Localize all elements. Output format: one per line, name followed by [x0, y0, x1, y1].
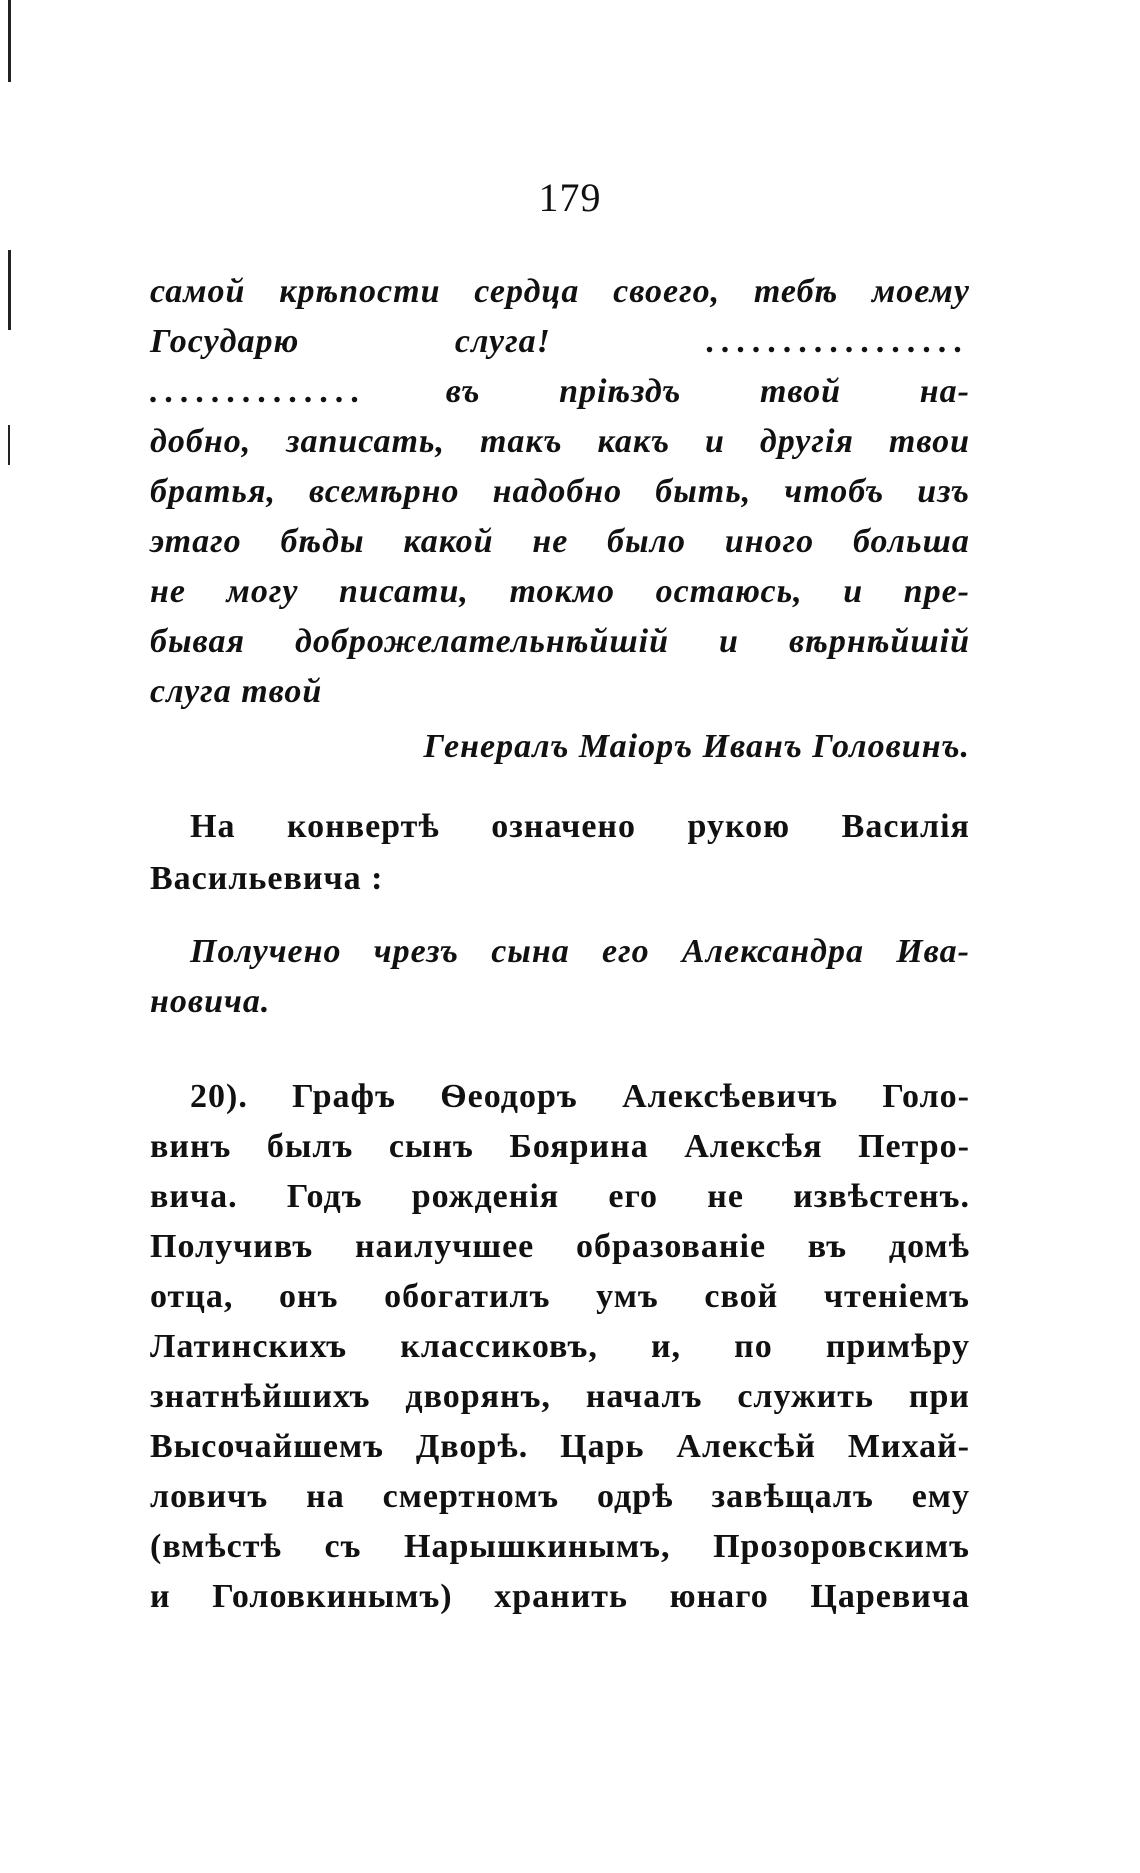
word: Голо- [882, 1078, 970, 1115]
word: 20). [190, 1078, 248, 1115]
word: завѣщалъ [711, 1478, 874, 1515]
word: былъ [266, 1128, 354, 1165]
text-line [150, 1080, 970, 1114]
word: изъ [917, 473, 970, 510]
word: на- [919, 373, 970, 410]
word: бѣды [280, 523, 365, 560]
word: этаго [150, 523, 242, 560]
word: Прозоровскимъ [713, 1528, 970, 1565]
word: Получено [190, 933, 342, 970]
word: Нарышкинымъ, [404, 1528, 671, 1565]
word: одрѣ [596, 1478, 674, 1515]
text-line [150, 525, 970, 559]
word: Царь [560, 1428, 645, 1465]
text-line [150, 325, 970, 359]
word: другія [759, 423, 854, 460]
word: писати, [339, 573, 469, 610]
word: могу [226, 573, 299, 610]
word: не [150, 573, 186, 610]
word: означено [491, 808, 637, 845]
word: добно, [150, 423, 252, 460]
word: знатнѣйшихъ [150, 1378, 371, 1415]
word: Василія [841, 808, 970, 845]
text-line [150, 425, 970, 459]
word: вича. [150, 1178, 238, 1215]
word: тебѣ [753, 273, 839, 310]
text-line [150, 1280, 970, 1314]
word: умъ [596, 1278, 659, 1315]
word: остаюсь, [655, 573, 803, 610]
page-edge-mark [8, 0, 11, 82]
word: сердца [474, 273, 580, 310]
text-line [150, 1130, 970, 1164]
word: (вмѣстѣ [150, 1528, 282, 1565]
text-line [150, 935, 970, 969]
word: примѣру [825, 1328, 970, 1365]
text-line [150, 1580, 970, 1614]
word: чтеніемъ [823, 1278, 970, 1315]
word: и, [650, 1328, 682, 1365]
text-line: Васильевича : [150, 860, 384, 897]
word: пре- [903, 573, 970, 610]
word: .............. [150, 373, 367, 410]
text-line [150, 810, 970, 844]
word: классиковъ, [400, 1328, 598, 1365]
word: твои [888, 423, 970, 460]
word: Годъ [286, 1178, 363, 1215]
word: и [705, 423, 725, 460]
word: моему [872, 273, 970, 310]
word: Алексѣй [676, 1428, 816, 1465]
word: образованіе [576, 1228, 767, 1265]
text-line [150, 1330, 970, 1364]
word: при [908, 1378, 970, 1415]
text-line [150, 1380, 970, 1414]
text-line [150, 475, 970, 509]
word: Михай- [847, 1428, 970, 1465]
word: Александра [681, 933, 864, 970]
word: Высочайшемъ [150, 1428, 384, 1465]
word: въ [445, 373, 481, 410]
word: и [150, 1578, 171, 1615]
word: и [843, 573, 864, 610]
text-line [150, 625, 970, 659]
word: отца, [150, 1278, 234, 1315]
word: слуга! [454, 323, 551, 360]
word: бывая [150, 623, 246, 660]
text-line [150, 1180, 970, 1214]
word: не [707, 1178, 744, 1215]
word: Государю [150, 323, 300, 360]
word: Ѳеодоръ [440, 1078, 578, 1115]
word: самой [150, 273, 246, 310]
word: братья, [150, 473, 276, 510]
word: крѣпости [279, 273, 441, 310]
word: Ива- [896, 933, 970, 970]
word: было [607, 523, 687, 560]
word: свой [704, 1278, 779, 1315]
word: дворянъ, [405, 1378, 551, 1415]
text-line [150, 1530, 970, 1564]
word: Царевича [810, 1578, 970, 1615]
word: ................. [706, 323, 970, 360]
page-edge-mark [8, 250, 11, 330]
text-line [150, 275, 970, 309]
word: доброжелательнѣйшій [295, 623, 670, 660]
text-line [150, 1430, 970, 1464]
word: своего, [613, 273, 721, 310]
word: На [190, 808, 236, 845]
text-line [150, 575, 970, 609]
word: Графъ [292, 1078, 396, 1115]
word: Головкинымъ) [212, 1578, 453, 1615]
word: Алексѣевичъ [622, 1078, 839, 1115]
word: ловичъ [150, 1478, 269, 1515]
word: записать, [286, 423, 445, 460]
word: какъ [597, 423, 671, 460]
word: винъ [150, 1128, 232, 1165]
word: Дворѣ. [415, 1428, 529, 1465]
word: пріѣздъ [559, 373, 682, 410]
word: домѣ [888, 1228, 970, 1265]
word: началъ [585, 1378, 703, 1415]
word: сынъ [388, 1128, 474, 1165]
word: въ [807, 1228, 848, 1265]
text-line [150, 1230, 970, 1264]
word: не [532, 523, 569, 560]
word: рукою [687, 808, 791, 845]
word: хранить [494, 1578, 628, 1615]
word: какой [403, 523, 494, 560]
word: надобно [492, 473, 623, 510]
word: чтобъ [784, 473, 885, 510]
word: ему [911, 1478, 970, 1515]
word: токмо [509, 573, 616, 610]
word: Петро- [858, 1128, 970, 1165]
word: на [306, 1478, 345, 1515]
word: извѣстенъ. [793, 1178, 970, 1215]
text-line: слуга твой [150, 673, 323, 710]
word: смертномъ [382, 1478, 560, 1515]
word: и [719, 623, 739, 660]
page-edge-mark [8, 425, 10, 465]
word: его [602, 933, 650, 970]
signature: Генералъ Маіоръ Иванъ Головинъ. [423, 728, 970, 765]
word: съ [324, 1528, 362, 1565]
word: наилучшее [354, 1228, 535, 1265]
word: юнаго [669, 1578, 769, 1615]
word: обогатилъ [384, 1278, 551, 1315]
word: его [608, 1178, 659, 1215]
word: служить [737, 1378, 874, 1415]
word: чрезъ [373, 933, 459, 970]
word: иного [724, 523, 815, 560]
text-line [150, 375, 970, 409]
text-line: новича. [150, 983, 271, 1020]
word: Латинскихъ [150, 1328, 348, 1365]
word: сына [491, 933, 570, 970]
word: твой [759, 373, 842, 410]
word: такъ [479, 423, 563, 460]
word: больша [852, 523, 970, 560]
word: онъ [279, 1278, 339, 1315]
word: конвертѣ [286, 808, 440, 845]
word: быть, [655, 473, 752, 510]
page-number: 179 [538, 175, 602, 220]
word: по [734, 1328, 773, 1365]
word: вѣрнѣйшій [788, 623, 970, 660]
word: Алексѣя [684, 1128, 823, 1165]
word: всемѣрно [309, 473, 460, 510]
word: рожденія [411, 1178, 560, 1215]
word: Боярина [509, 1128, 649, 1165]
word: Получивъ [150, 1228, 314, 1265]
text-line [150, 1480, 970, 1514]
